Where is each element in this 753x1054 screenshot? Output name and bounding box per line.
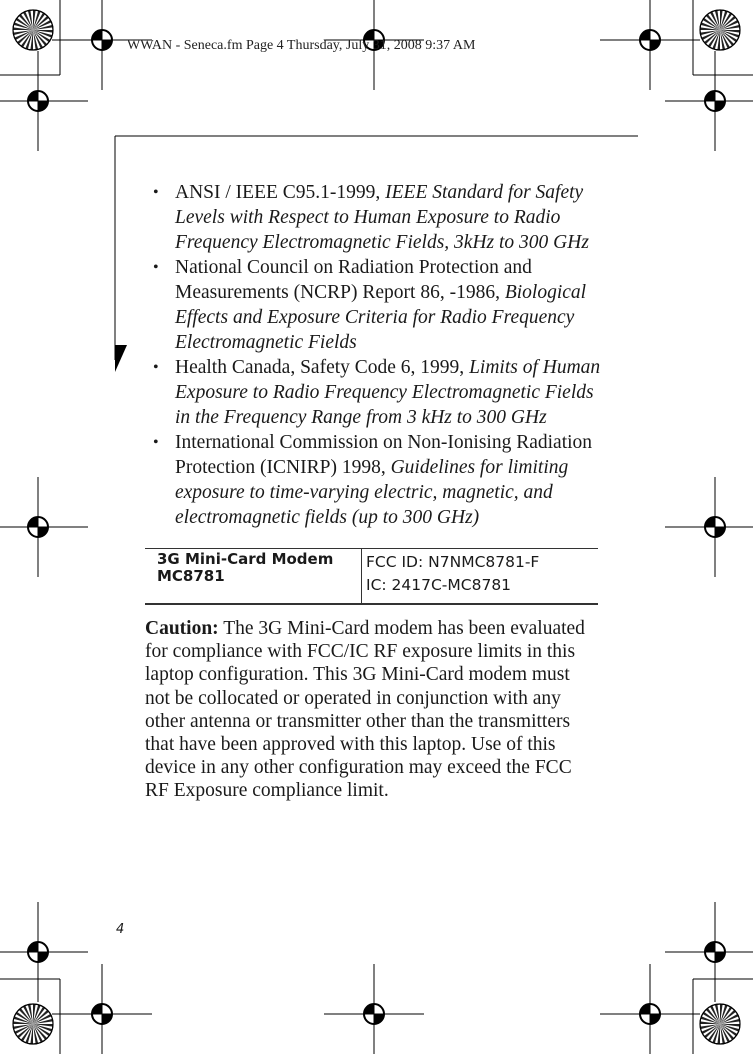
registration-mark [324, 964, 424, 1054]
table-row [145, 549, 598, 605]
standard-title: Limits of Human Exposure to Radio Frequency Electromagnetic Fields in the Frequency Range from 3 kHz to 300 GHz [175, 357, 601, 428]
registration-mark [665, 477, 753, 577]
list-item [145, 430, 605, 530]
registration-mark [665, 902, 753, 1002]
standard-title: Biological Effects and Exposure Criteria for Radio Frequency Electromagnetic Fields [175, 282, 587, 353]
list-item [145, 255, 605, 355]
standards-list [145, 180, 605, 530]
registration-mark [0, 477, 88, 577]
caution-paragraph [145, 617, 593, 803]
registration-mark [600, 964, 700, 1054]
standard-ref: Health Canada, Safety Code 6, 1999, [175, 357, 470, 378]
registration-mark [600, 0, 700, 90]
standard-ref: ANSI / IEEE C95.1-1999, [175, 182, 386, 203]
starburst-mark [700, 10, 740, 50]
registration-mark [665, 51, 753, 151]
page-number: 4 [116, 922, 125, 937]
registration-mark [52, 964, 152, 1054]
list-item [145, 355, 605, 430]
registration-mark [0, 51, 88, 151]
starburst-mark [13, 1004, 53, 1044]
caution-label: Caution: [145, 618, 219, 639]
ic-id: IC: 2417C-MC8781 [366, 576, 512, 594]
standard-title: IEEE Standard for Safety Levels with Respect to Human Exposure to Radio Frequency Electromagnetic Fields, 3kHz to 300 GHz [175, 182, 589, 253]
starburst-mark [13, 10, 53, 50]
registration-mark [0, 902, 88, 1002]
fcc-id: FCC ID: N7NMC8781-F [366, 553, 540, 571]
standard-title: Guidelines for limiting exposure to time-varying electric, magnetic, and electromagnetic fields (up to 300 GHz) [175, 457, 569, 528]
standard-ref: International Commission on Non-Ionising Radiation Protection (ICNIRP) 1998, [175, 432, 593, 478]
caution-text: The 3G Mini-Card modem has been evaluated for compliance with FCC/IC RF exposure limits in this laptop configuration. This 3G Mini-Card modem must not be collocated or operated in conjunction with any other antenna or transmitter other than the transmitters that have been approved with this laptop. Use of this device in any other configuration may exceed the FCC RF Exposure compliance limit. [145, 618, 585, 802]
modem-ids-cell [362, 549, 599, 605]
main-content [145, 180, 605, 822]
modem-model-cell: 3G Mini-Card Modem MC8781 [145, 549, 362, 605]
modem-id-table [145, 548, 598, 605]
list-item [145, 180, 605, 255]
starburst-mark [700, 1004, 740, 1044]
standard-ref: National Council on Radiation Protection and Measurements (NCRP) Report 86, -1986, [175, 257, 532, 303]
running-header: WWAN - Seneca.fm Page 4 Thursday, July 31, 2008 9:37 AM [127, 38, 476, 53]
